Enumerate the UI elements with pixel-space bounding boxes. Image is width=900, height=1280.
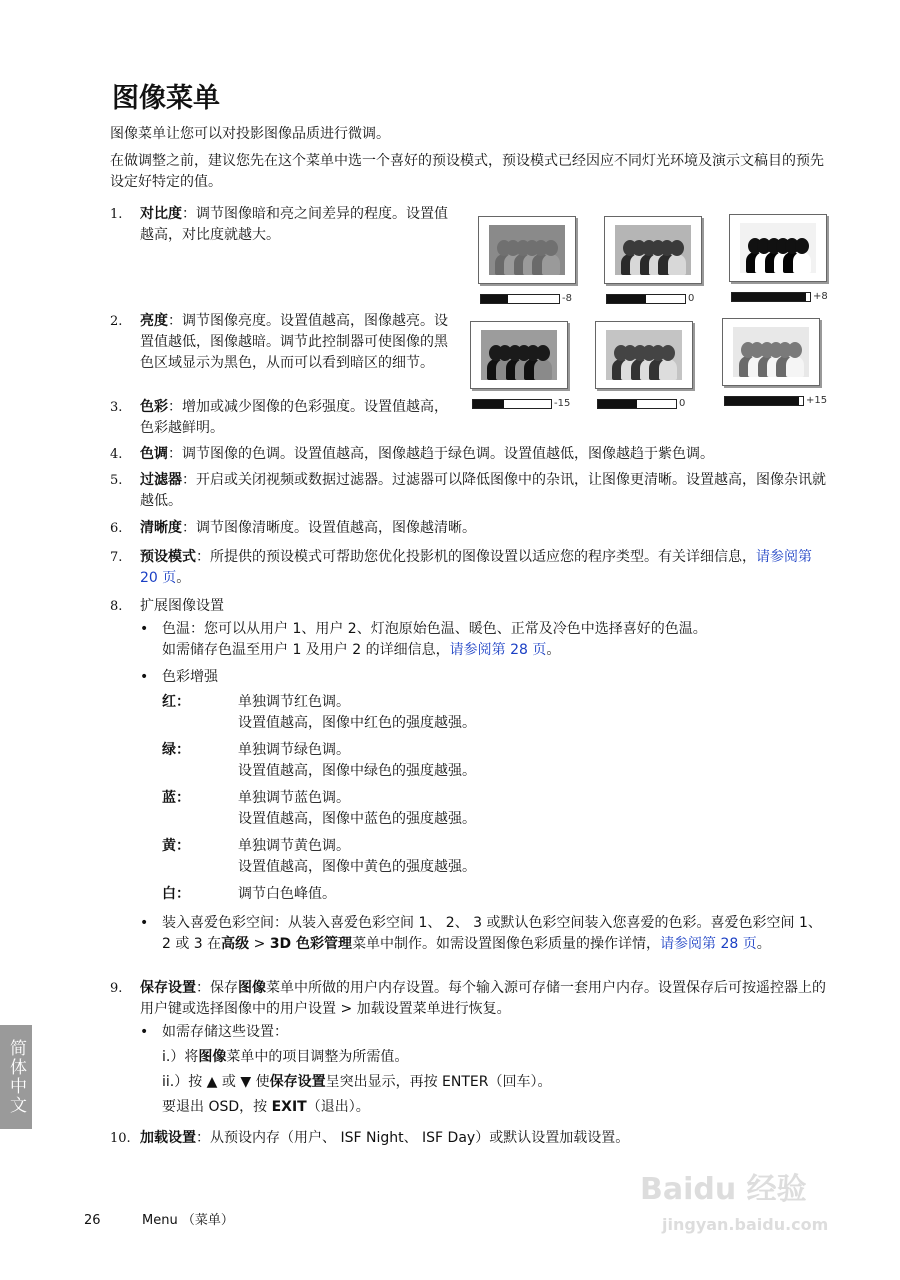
step-text: 要退出 OSD，按 <box>162 1099 272 1115</box>
item-text: ：调节图像亮度。设置值越高，图像越亮。设置值越低，图像越暗。调节此控制器可使图像的黑色区域显示为黑色，从而可以看到暗区的细节。 <box>140 313 448 371</box>
bullet: • <box>140 915 149 931</box>
ce-line: 设置值越高，图像中蓝色的强度越强。 <box>238 811 476 827</box>
language-side-tab: 简体中文 <box>0 1025 32 1129</box>
level-bar-fill <box>725 397 799 405</box>
ce-line: 单独调节绿色调。 <box>238 742 350 758</box>
item-label: 预设模式 <box>140 549 196 565</box>
intro-paragraph-1: 图像菜单让您可以对投影图像品质进行微调。 <box>110 126 390 142</box>
item-label: 清晰度 <box>140 520 182 536</box>
list-item-color <box>110 397 455 439</box>
person-head <box>544 240 558 256</box>
ce-line: 单独调节黄色调。 <box>238 838 350 854</box>
list-item-tint <box>110 444 830 465</box>
sample-image-frame <box>729 214 827 282</box>
level-bar-fill <box>598 400 637 408</box>
item-label: 过滤器 <box>140 472 182 488</box>
save-bullet-text: 如需存储这些设置： <box>162 1024 288 1040</box>
ce-label: 白： <box>162 886 190 902</box>
ce-label: 蓝： <box>162 790 190 806</box>
watermark-url: jingyan.baidu.com <box>662 1215 829 1234</box>
item-text: ：保存 <box>196 980 238 996</box>
cs-bold: 高级 <box>221 936 250 952</box>
item-text: ：从预设内存（用户、 ISF Night、 ISF Day）或默认设置加载设置。 <box>196 1130 630 1146</box>
person-figure <box>542 254 560 275</box>
step-text: （退出）。 <box>306 1099 370 1115</box>
ce-line: 调节白色峰值。 <box>238 886 336 902</box>
person-head <box>670 240 684 256</box>
color-enhance-white <box>162 884 830 905</box>
person-figure <box>668 254 686 275</box>
item-text: ：增加或减少图像的色彩强度。设置值越高，色彩越鲜明。 <box>140 399 448 436</box>
level-bar <box>724 396 804 406</box>
sample-photo <box>481 330 557 380</box>
person-head <box>536 345 550 361</box>
level-bar <box>606 294 686 304</box>
item-text: ：调节图像的色调。设置值越高，图像越趋于绿色调。设置值越低，图像越趋于紫色调。 <box>168 446 714 462</box>
sample-photo <box>615 225 691 275</box>
intro-paragraph-2: 在做调整之前，建议您先在这个菜单中选一个喜好的预设模式，预设模式已经因应不同灯光环境及演示文稿目的预先设定好特定的值。 <box>110 153 824 190</box>
level-bar-label: +15 <box>806 395 828 406</box>
item-text: 扩展图像设置 <box>140 598 224 614</box>
ce-label: 红： <box>162 694 190 710</box>
level-bar-fill <box>732 293 806 301</box>
item-text-end: 。 <box>176 570 191 586</box>
page-link[interactable]: 请参阅第 28 页 <box>660 936 757 952</box>
level-bar-fill <box>607 295 646 303</box>
level-bar-label: +8 <box>813 291 828 302</box>
item-label: 加载设置 <box>140 1130 196 1146</box>
sample-image-frame <box>478 216 576 284</box>
list-item-save-settings <box>110 978 830 1118</box>
item-text: 菜单中所做的用户内存设置。每个输入源可存储一套用户内存。设置保存后可按遥控器上的用户键或选择图像中的用户设置 > 加载设置菜单进行恢复。 <box>140 980 826 1017</box>
color-enhance-blue <box>162 788 830 830</box>
sample-photo <box>740 223 816 273</box>
ce-line: 设置值越高，图像中红色的强度越强。 <box>238 715 476 731</box>
item-text: ：调节图像清晰度。设置值越高，图像越清晰。 <box>182 520 476 536</box>
cs-text-end: 。 <box>756 936 771 952</box>
sample-photo <box>733 327 809 377</box>
level-bar-label: 0 <box>688 293 695 304</box>
sample-image-frame <box>595 321 693 389</box>
color-temp-text-2: 如需储存色温至用户 1 及用户 2 的详细信息， <box>162 642 450 658</box>
level-bar-label: -8 <box>562 293 572 304</box>
level-bar-fill <box>473 400 504 408</box>
item-label: 色调 <box>140 446 168 462</box>
color-enhance-heading: 色彩增强 <box>162 669 218 685</box>
cs-text: 菜单中制作。如需设置图像色彩质量的操作详情， <box>352 936 661 952</box>
list-item-filter <box>110 470 830 512</box>
level-bar-label: 0 <box>679 398 686 409</box>
cs-text: > <box>249 936 270 952</box>
color-enhance-yellow <box>162 836 830 878</box>
item-text: ：所提供的预设模式可帮助您优化投影机的图像设置以适应您的程序类型。有关详细信息， <box>196 549 756 565</box>
item-text: ：调节图像暗和亮之间差异的程度。设置值越高，对比度就越大。 <box>140 206 448 243</box>
bullet: • <box>140 669 149 685</box>
item-label: 色彩 <box>140 399 168 415</box>
person-figure <box>786 356 804 377</box>
item-number: 3. <box>110 400 123 415</box>
level-bar <box>472 399 552 409</box>
ce-label: 绿： <box>162 742 190 758</box>
color-enhance-red <box>162 692 830 734</box>
step-text: i.）将 <box>162 1049 199 1065</box>
sample-photo <box>489 225 565 275</box>
person-head <box>795 238 809 254</box>
item-label: 对比度 <box>140 206 182 222</box>
level-bar-fill <box>481 295 508 303</box>
level-bar <box>480 294 560 304</box>
list-item-contrast <box>110 204 455 246</box>
step-text: 菜单中的项目调整为所需值。 <box>226 1049 409 1065</box>
page-number: 26 <box>84 1213 101 1228</box>
person-head <box>788 342 802 358</box>
item-number: 5. <box>110 473 123 488</box>
level-bar-label: -15 <box>554 398 571 409</box>
ce-line: 单独调节蓝色调。 <box>238 790 350 806</box>
item-bold: 图像 <box>238 980 266 996</box>
item-number: 9. <box>110 981 123 996</box>
step-bold: 图像 <box>198 1049 227 1065</box>
cs-bold: 3D 色彩管理 <box>269 936 353 952</box>
color-space-text <box>162 913 830 955</box>
person-figure <box>534 359 552 380</box>
color-enhance-green <box>162 740 830 782</box>
step-bold: EXIT <box>271 1099 307 1115</box>
step-text: ii.）按 ▲ 或 ▼ 使 <box>162 1074 270 1090</box>
item-number: 6. <box>110 521 123 536</box>
footer-text: Menu （菜单） <box>142 1213 234 1228</box>
save-step-1 <box>162 1047 830 1068</box>
list-item-brightness <box>110 311 455 374</box>
item-number: 10. <box>110 1131 131 1146</box>
ce-line: 设置值越高，图像中黄色的强度越强。 <box>238 859 476 875</box>
color-temp-text: 色温：您可以从用户 1、用户 2、灯泡原始色温、暖色、正常及冷色中选择喜好的色温。 <box>162 621 707 637</box>
item-label: 保存设置 <box>140 980 196 996</box>
item-label: 亮度 <box>140 313 168 329</box>
bullet: • <box>140 621 149 637</box>
page-title: 图像菜单 <box>112 83 220 114</box>
item-number: 8. <box>110 599 123 614</box>
list-item-load-settings <box>110 1128 830 1149</box>
list-item-sharpness <box>110 518 830 539</box>
item-number: 4. <box>110 447 123 462</box>
item-number: 1. <box>110 207 123 222</box>
save-step-3 <box>162 1097 830 1118</box>
person-head <box>661 345 675 361</box>
color-temp-text-end: 。 <box>546 642 561 658</box>
item-text: ：开启或关闭视频或数据过滤器。过滤器可以降低图像中的杂讯，让图像更清晰。设置越高，图像杂讯就越低。 <box>140 472 826 509</box>
step-text: 呈突出显示，再按 ENTER（回车）。 <box>325 1074 552 1090</box>
list-item-advanced-image <box>110 596 830 955</box>
page-link[interactable]: 请参阅第 20 页 <box>140 549 812 586</box>
ce-line: 单独调节红色调。 <box>238 694 350 710</box>
sample-image-frame <box>722 318 820 386</box>
level-bar <box>597 399 677 409</box>
page-link[interactable]: 请参阅第 28 页 <box>449 642 547 658</box>
ce-line: 设置值越高，图像中绿色的强度越强。 <box>238 763 476 779</box>
step-bold: 保存设置 <box>269 1074 326 1090</box>
sample-image-frame <box>470 321 568 389</box>
ce-label: 黄： <box>162 838 190 854</box>
save-step-2 <box>162 1072 830 1093</box>
item-number: 7. <box>110 550 123 565</box>
watermark-logo: Baidu 经验 <box>640 1172 807 1207</box>
sample-photo <box>606 330 682 380</box>
sample-image-frame <box>604 216 702 284</box>
list-item-preset-mode <box>110 547 830 589</box>
item-number: 2. <box>110 314 123 329</box>
bullet: • <box>140 1024 149 1040</box>
cs-text: 装入喜爱色彩空间：从装入喜爱色彩空间 1、 2、 3 或默认色彩空间装入您喜爱的色彩。喜爱色彩空间 1、 2 或 3 在 <box>162 915 822 952</box>
person-figure <box>793 252 811 273</box>
level-bar <box>731 292 811 302</box>
person-figure <box>659 359 677 380</box>
